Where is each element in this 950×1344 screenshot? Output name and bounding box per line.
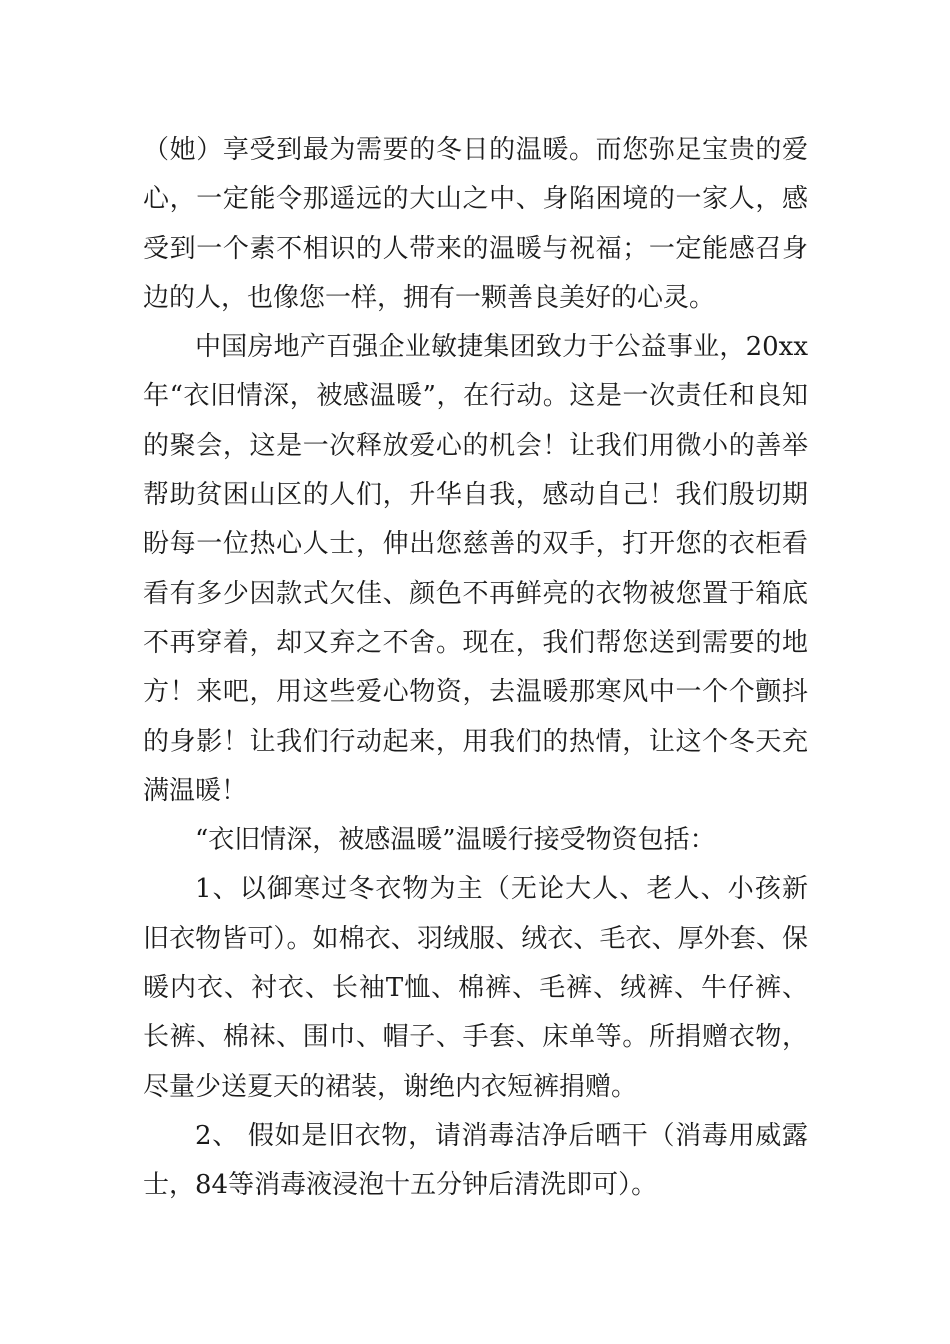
- paragraph-accepted-items-heading: “衣旧情深，被感温暖”温暖行接受物资包括：: [195, 825, 716, 856]
- paragraph-continuation: （她）享受到最为需要的冬日的温暖。而您弥足宝贵的爱心，一定能令那遥远的大山之中、身陷困境的一家人，感受到一个素不相识的人带来的温暖与祝福；一定能感召身边的人，也像您一样，拥有一颗善良美好的心灵。: [143, 135, 808, 313]
- paragraph-item-1: 1、以御寒过冬衣物为主（无论大人、老人、小孩新旧衣物皆可）。如棉衣、羽绒服、绒衣、毛衣、厚外套、保暖内衣、衬衣、长袖T恤、棉裤、毛裤、绒裤、牛仔裤、长裤、棉袜、围巾、帽子、手套、床单等。所捐赠衣物，尽量少送夏天的裙装，谢绝内衣短裤捐赠。: [143, 874, 808, 1102]
- paragraph-item-2: 2、 假如是旧衣物，请消毒洁净后晒干（消毒用威露士，84等消毒液浸泡十五分钟后清洗即可）。: [143, 1120, 808, 1201]
- document-body: [143, 126, 808, 1211]
- paragraph-campaign-intro: 中国房地产百强企业敏捷集团致力于公益事业，20xx年“衣旧情深，被感温暖”，在行动。这是一次责任和良知的聚会，这是一次释放爱心的机会！让我们用微小的善举帮助贫困山区的人们，升华自我，感动自己！我们殷切期盼每一位热心人士，伸出您慈善的双手，打开您的衣柜看看有多少因款式欠佳、颜色不再鲜亮的衣物被您置于箱底不再穿着，却又弃之不舍。现在，我们帮您送到需要的地方！来吧，用这些爱心物资，去温暖那寒风中一个个颤抖的身影！让我们行动起来，用我们的热情，让这个冬天充满温暖！: [143, 332, 808, 806]
